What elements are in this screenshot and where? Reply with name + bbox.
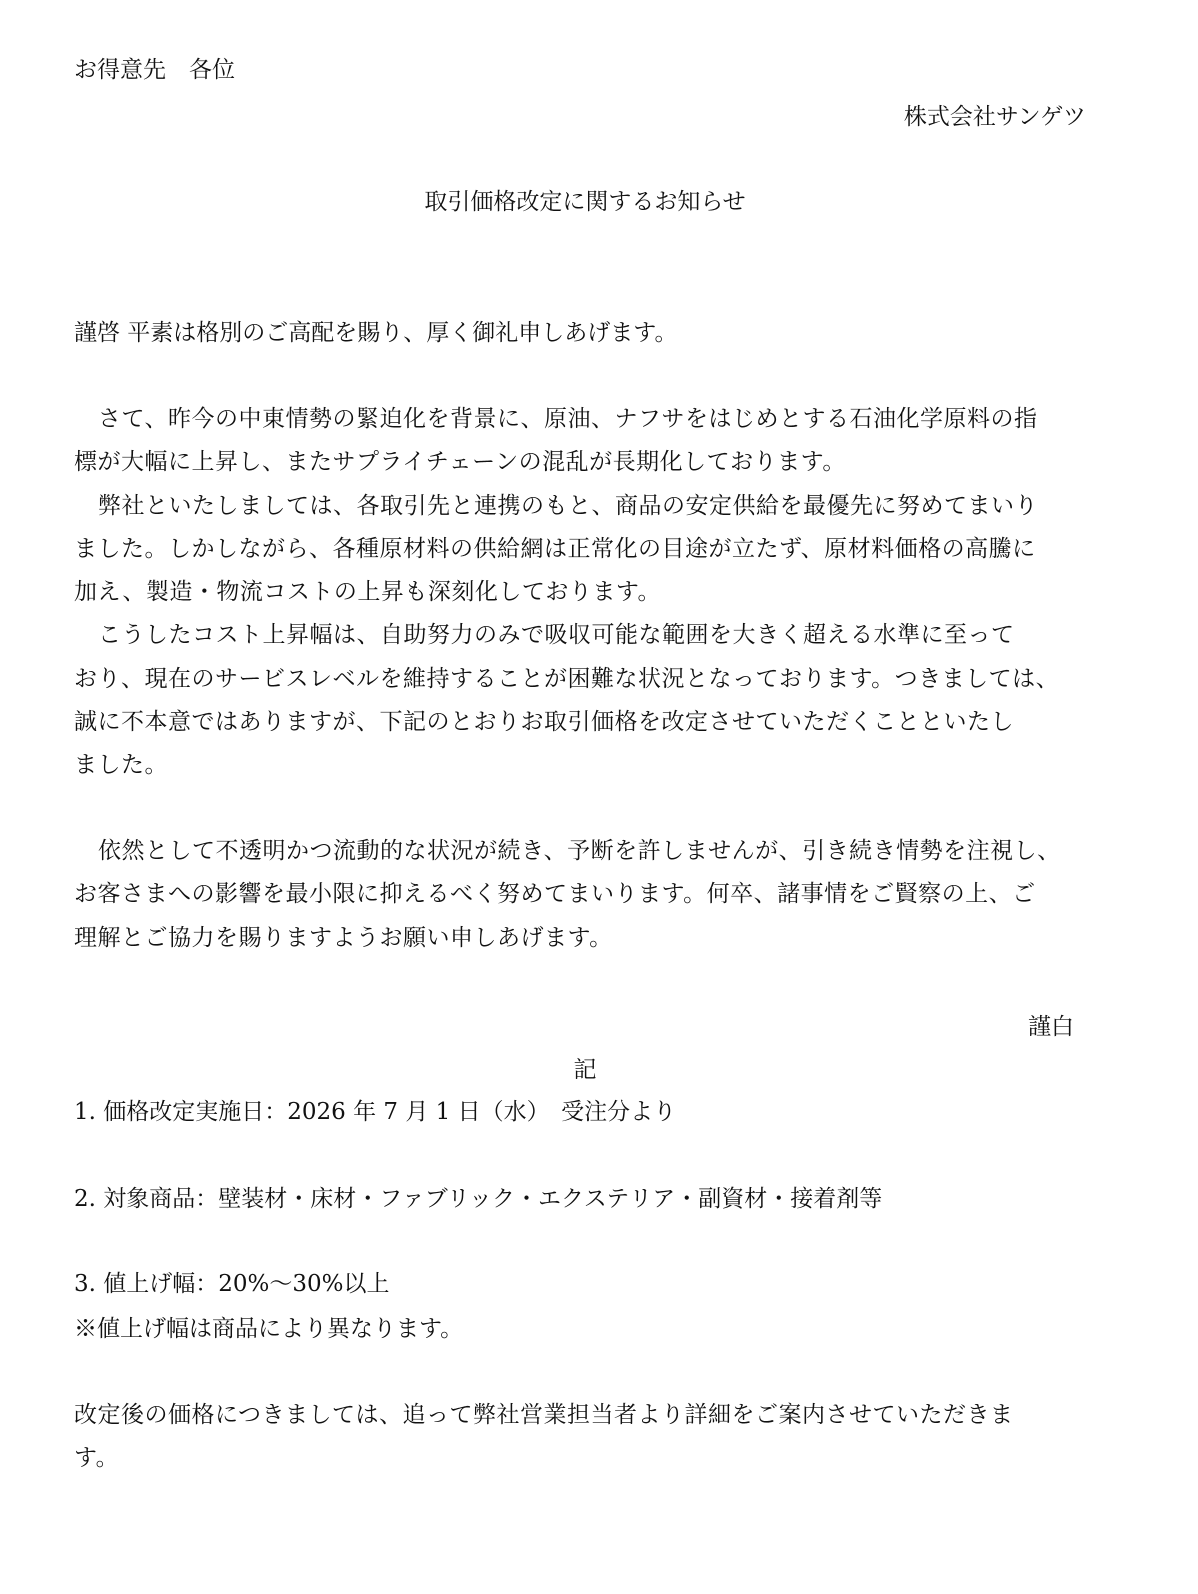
line: 理解とご協力を賜りますようお願い申しあげます。 bbox=[74, 924, 613, 951]
line: 改定後の価格につきましては、追って弊社営業担当者より詳細をご案内させていただきま bbox=[74, 1402, 1014, 1428]
document-title: 取引価格改定に関するお知らせ bbox=[424, 189, 746, 215]
line: す。 bbox=[74, 1445, 120, 1472]
line: 弊社といたしましては、各取引先と連携のもと、商品の安定供給を最優先に努めてまいり bbox=[98, 492, 1038, 519]
line: こうしたコスト上昇幅は、自助努力のみで吸収可能な範囲を大きく超える水準に至って bbox=[98, 622, 1015, 649]
greeting: 謹啓 平素は格別のご高配を賜り、厚く御礼申しあげます。 bbox=[74, 320, 678, 346]
paragraph-1 bbox=[74, 398, 1059, 788]
item-1: 1. 価格改定実施日：2026 年 7 月 1 日（水） 受注分より bbox=[74, 1099, 677, 1125]
item-3: 3. 値上げ幅：20%～30%以上 bbox=[74, 1271, 390, 1297]
line: お客さまへの影響を最小限に抑えるべく努めてまいります。何卒、諸事情をご賢察の上、ご bbox=[74, 881, 1036, 908]
line: ました。しかしながら、各種原材料の供給網は正常化の目途が立たず、原材料価格の高騰に bbox=[74, 535, 1036, 562]
line: 誠に不本意ではありますが、下記のとおりお取引価格を改定させていただくことといたし bbox=[74, 709, 1014, 736]
closing: 謹白 bbox=[1028, 1014, 1074, 1040]
line: さて、昨今の中東情勢の緊迫化を背景に、原油、ナフサをはじめとする石油化学原料の指 bbox=[98, 406, 1038, 432]
line: ました。 bbox=[74, 752, 168, 779]
sender: 株式会社サンゲツ bbox=[903, 104, 1086, 130]
paragraph-4 bbox=[74, 830, 1061, 960]
ki-heading: 記 bbox=[573, 1057, 597, 1083]
line: おり、現在のサービスレベルを維持することが困難な状況となっております。つきましては、 bbox=[74, 665, 1060, 692]
line: 依然として不透明かつ流動的な状況が続き、予断を許しませんが、引き続き情勢を注視し、 bbox=[98, 838, 1061, 864]
item-2: 2. 対象商品：壁装材・床材・ファブリック・エクステリア・副資材・接着剤等 bbox=[74, 1186, 883, 1212]
final-paragraph bbox=[74, 1394, 1014, 1481]
note: ※値上げ幅は商品により異なります。 bbox=[74, 1316, 464, 1342]
line: 加え、製造・物流コストの上昇も深刻化しております。 bbox=[74, 579, 662, 606]
addressee: お得意先 各位 bbox=[74, 57, 235, 83]
line: 標が大幅に上昇し、またサプライチェーンの混乱が長期化しております。 bbox=[74, 449, 846, 476]
